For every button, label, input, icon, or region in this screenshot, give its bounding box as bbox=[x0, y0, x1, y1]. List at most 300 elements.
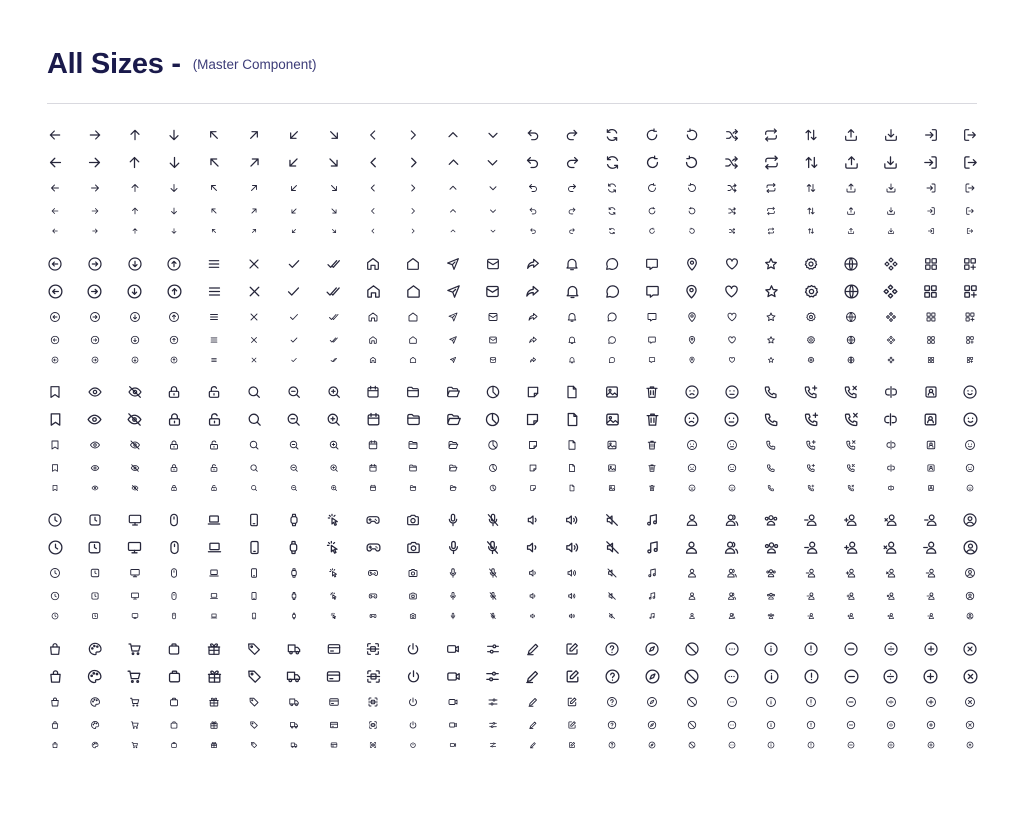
user-plus-icon bbox=[843, 539, 860, 556]
close-icon bbox=[248, 311, 260, 323]
undo-icon bbox=[525, 127, 541, 143]
minus-circle-icon bbox=[846, 720, 856, 730]
video-icon bbox=[448, 720, 458, 730]
upload-icon bbox=[845, 182, 857, 194]
mail-icon bbox=[484, 283, 501, 300]
arrow-up-left-icon bbox=[209, 206, 219, 216]
camera-icon bbox=[405, 539, 422, 556]
grid-four-icon bbox=[925, 311, 937, 323]
grid-add-icon bbox=[966, 356, 974, 364]
truck-icon bbox=[290, 741, 298, 749]
sliders-icon bbox=[489, 741, 497, 749]
more-circle-icon bbox=[727, 720, 737, 730]
arrow-up-circle-icon bbox=[166, 256, 182, 272]
close-icon bbox=[250, 356, 258, 364]
undo-icon bbox=[527, 182, 539, 194]
shuffle-icon bbox=[723, 154, 740, 171]
chevron-up-icon bbox=[445, 154, 462, 171]
clock-icon bbox=[47, 539, 64, 556]
emoji-sad-icon bbox=[684, 384, 700, 400]
scan-icon bbox=[365, 641, 381, 657]
search-icon bbox=[246, 411, 263, 428]
folder-icon bbox=[405, 384, 421, 400]
cursor-click-icon bbox=[328, 567, 340, 579]
music-note-icon bbox=[644, 512, 660, 528]
arrow-down-right-icon bbox=[330, 227, 338, 235]
truck-icon bbox=[285, 668, 302, 685]
arrows-up-down-icon bbox=[807, 227, 815, 235]
bell-icon bbox=[566, 311, 578, 323]
chat-square-icon bbox=[644, 283, 661, 300]
zoom-in-icon bbox=[326, 384, 342, 400]
arrow-right-icon bbox=[89, 182, 101, 194]
watch-icon bbox=[288, 567, 300, 579]
chevron-left-icon bbox=[365, 127, 381, 143]
home-icon bbox=[369, 356, 377, 364]
check-icon bbox=[288, 311, 300, 323]
file-icon bbox=[564, 384, 580, 400]
redo-icon bbox=[567, 206, 577, 216]
chevron-left-icon bbox=[368, 206, 378, 216]
location-pin-icon bbox=[686, 311, 698, 323]
user-minus-icon bbox=[803, 512, 819, 528]
eye-icon bbox=[87, 384, 103, 400]
ban-icon bbox=[687, 720, 697, 730]
move-diamond-icon bbox=[882, 283, 899, 300]
info-circle-icon bbox=[765, 696, 777, 708]
repeat-icon bbox=[766, 206, 776, 216]
redo-icon bbox=[564, 154, 581, 171]
file-icon bbox=[568, 484, 576, 492]
trash-icon bbox=[644, 384, 660, 400]
trash-icon bbox=[647, 463, 657, 473]
upload-icon bbox=[843, 127, 859, 143]
sliders-icon bbox=[488, 720, 498, 730]
emoji-neutral-icon bbox=[723, 411, 740, 428]
ban-icon bbox=[683, 668, 700, 685]
user-plus-icon bbox=[843, 512, 859, 528]
folder-icon bbox=[405, 411, 422, 428]
send-icon bbox=[445, 256, 461, 272]
x-circle-icon bbox=[962, 641, 978, 657]
unlock-icon bbox=[206, 384, 222, 400]
eye-icon bbox=[86, 411, 103, 428]
eye-off-icon bbox=[127, 384, 143, 400]
x-circle-icon bbox=[966, 741, 974, 749]
edit-square-icon bbox=[567, 720, 577, 730]
arrow-left-circle-icon bbox=[47, 283, 64, 300]
smartphone-icon bbox=[246, 512, 262, 528]
heart-icon bbox=[728, 356, 736, 364]
help-circle-icon bbox=[607, 720, 617, 730]
arrow-right-circle-icon bbox=[89, 311, 101, 323]
home-alt-icon bbox=[405, 283, 422, 300]
heart-icon bbox=[724, 256, 740, 272]
microphone-off-icon bbox=[485, 512, 501, 528]
truck-icon bbox=[286, 641, 302, 657]
user-check-icon bbox=[925, 567, 937, 579]
bookmark-icon bbox=[47, 411, 64, 428]
page-title: All Sizes - bbox=[47, 48, 181, 80]
arrow-up-icon bbox=[131, 227, 139, 235]
user-remove-icon bbox=[882, 539, 899, 556]
clock-icon bbox=[49, 567, 61, 579]
divide-circle-icon bbox=[887, 741, 895, 749]
music-note-icon bbox=[644, 539, 661, 556]
gamepad-icon bbox=[368, 591, 378, 601]
more-circle-icon bbox=[726, 696, 738, 708]
rotate-ccw-icon bbox=[687, 206, 697, 216]
check-double-icon bbox=[328, 311, 340, 323]
arrow-left-icon bbox=[49, 182, 61, 194]
emoji-sad-icon bbox=[683, 411, 700, 428]
truck-icon bbox=[289, 720, 299, 730]
cursor-click-icon bbox=[330, 612, 338, 620]
arrow-up-icon bbox=[129, 182, 141, 194]
rotate-ccw-icon bbox=[683, 154, 700, 171]
credit-card-icon bbox=[330, 741, 338, 749]
camera-icon bbox=[409, 612, 417, 620]
users-icon bbox=[727, 591, 737, 601]
pie-chart-icon bbox=[484, 411, 501, 428]
eye-icon bbox=[91, 484, 99, 492]
star-icon bbox=[766, 335, 776, 345]
arrow-up-circle-icon bbox=[168, 311, 180, 323]
help-circle-icon bbox=[604, 641, 620, 657]
shopping-cart-icon bbox=[131, 741, 139, 749]
menu-icon bbox=[208, 311, 220, 323]
user-minus-icon bbox=[805, 567, 817, 579]
calendar-icon bbox=[369, 484, 377, 492]
compass-icon bbox=[648, 741, 656, 749]
unlock-icon bbox=[209, 463, 219, 473]
shopping-cart-icon bbox=[126, 668, 143, 685]
folder-open-icon bbox=[445, 411, 462, 428]
info-circle-icon bbox=[763, 668, 780, 685]
help-circle-icon bbox=[606, 696, 618, 708]
globe-icon bbox=[843, 283, 860, 300]
minus-circle-icon bbox=[843, 668, 860, 685]
plus-circle-icon bbox=[927, 741, 935, 749]
clock-square-icon bbox=[91, 612, 99, 620]
settings-gear-icon bbox=[803, 256, 819, 272]
file-icon bbox=[566, 439, 578, 451]
bookmark-icon bbox=[47, 384, 63, 400]
calendar-icon bbox=[368, 463, 378, 473]
laptop-icon bbox=[208, 567, 220, 579]
clock-square-icon bbox=[90, 591, 100, 601]
trash-icon bbox=[644, 411, 661, 428]
arrow-up-left-icon bbox=[208, 182, 220, 194]
menu-icon bbox=[210, 356, 218, 364]
arrow-up-icon bbox=[126, 154, 143, 171]
grid-four-icon bbox=[927, 356, 935, 364]
emoji-neutral-icon bbox=[727, 463, 737, 473]
folder-open-icon bbox=[447, 439, 459, 451]
location-pin-icon bbox=[688, 356, 696, 364]
lock-icon bbox=[170, 484, 178, 492]
user-circle-icon bbox=[966, 612, 974, 620]
arrow-up-icon bbox=[127, 127, 143, 143]
arrow-right-circle-icon bbox=[87, 256, 103, 272]
user-square-icon bbox=[926, 463, 936, 473]
palette-icon bbox=[89, 696, 101, 708]
download-icon bbox=[887, 227, 895, 235]
divide-circle-icon bbox=[883, 641, 899, 657]
phone-icon bbox=[763, 411, 780, 428]
gift-icon bbox=[206, 668, 223, 685]
arrow-down-icon bbox=[166, 127, 182, 143]
power-icon bbox=[409, 741, 417, 749]
user-icon bbox=[688, 612, 696, 620]
emoji-sad-icon bbox=[687, 463, 697, 473]
shopping-bag-icon bbox=[49, 696, 61, 708]
arrow-down-left-icon bbox=[290, 227, 298, 235]
monitor-icon bbox=[127, 512, 143, 528]
mail-icon bbox=[489, 356, 497, 364]
x-circle-icon bbox=[964, 696, 976, 708]
bookmark-icon bbox=[50, 463, 60, 473]
more-circle-icon bbox=[728, 741, 736, 749]
credit-card-icon bbox=[326, 641, 342, 657]
power-icon bbox=[407, 696, 419, 708]
eye-off-icon bbox=[129, 439, 141, 451]
scan-icon bbox=[367, 696, 379, 708]
arrow-down-right-icon bbox=[328, 182, 340, 194]
volume-high-icon bbox=[564, 512, 580, 528]
user-icon bbox=[683, 539, 700, 556]
folder-open-icon bbox=[445, 384, 461, 400]
arrow-down-icon bbox=[169, 206, 179, 216]
eye-icon bbox=[90, 463, 100, 473]
user-minus-icon bbox=[807, 612, 815, 620]
download-icon bbox=[882, 154, 899, 171]
help-circle-icon bbox=[608, 741, 616, 749]
credit-card-icon bbox=[328, 696, 340, 708]
emoji-neutral-icon bbox=[726, 439, 738, 451]
chevron-left-icon bbox=[369, 227, 377, 235]
chevron-down-icon bbox=[484, 154, 501, 171]
user-plus-icon bbox=[845, 567, 857, 579]
user-circle-icon bbox=[962, 512, 978, 528]
arrows-up-down-icon bbox=[803, 154, 820, 171]
image-icon bbox=[604, 411, 621, 428]
shopping-bag-icon bbox=[47, 641, 63, 657]
repeat-icon bbox=[763, 154, 780, 171]
laptop-icon bbox=[209, 591, 219, 601]
help-circle-icon bbox=[604, 668, 621, 685]
mouse-icon bbox=[166, 539, 183, 556]
palette-icon bbox=[90, 720, 100, 730]
volume-off-icon bbox=[606, 567, 618, 579]
text-cursor-icon bbox=[883, 384, 899, 400]
send-icon bbox=[447, 311, 459, 323]
video-icon bbox=[447, 696, 459, 708]
briefcase-icon bbox=[170, 741, 178, 749]
chat-square-icon bbox=[648, 356, 656, 364]
globe-icon bbox=[845, 311, 857, 323]
plus-circle-icon bbox=[922, 668, 939, 685]
more-circle-icon bbox=[723, 668, 740, 685]
watch-icon bbox=[285, 539, 302, 556]
emoji-smile-icon bbox=[962, 411, 979, 428]
eye-off-icon bbox=[130, 463, 140, 473]
gamepad-icon bbox=[367, 567, 379, 579]
microphone-icon bbox=[447, 567, 459, 579]
divide-circle-icon bbox=[882, 668, 899, 685]
arrow-down-left-icon bbox=[285, 154, 302, 171]
sticky-note-icon bbox=[525, 384, 541, 400]
edit-square-icon bbox=[564, 668, 581, 685]
user-icon bbox=[687, 591, 697, 601]
chevron-up-icon bbox=[449, 227, 457, 235]
emoji-neutral-icon bbox=[728, 484, 736, 492]
info-circle-icon bbox=[767, 741, 775, 749]
video-icon bbox=[445, 668, 462, 685]
download-icon bbox=[886, 206, 896, 216]
volume-off-icon bbox=[608, 612, 616, 620]
calendar-icon bbox=[365, 384, 381, 400]
upload-icon bbox=[846, 206, 856, 216]
chevron-right-icon bbox=[408, 206, 418, 216]
undo-icon bbox=[528, 206, 538, 216]
user-square-icon bbox=[925, 439, 937, 451]
text-cursor-icon bbox=[885, 439, 897, 451]
check-double-icon bbox=[329, 335, 339, 345]
volume-high-icon bbox=[567, 591, 577, 601]
arrow-up-right-icon bbox=[249, 206, 259, 216]
watch-icon bbox=[289, 591, 299, 601]
video-icon bbox=[445, 641, 461, 657]
move-diamond-icon bbox=[887, 356, 895, 364]
smartphone-icon bbox=[248, 567, 260, 579]
more-circle-icon bbox=[724, 641, 740, 657]
logout-icon bbox=[964, 182, 976, 194]
user-plus-icon bbox=[846, 591, 856, 601]
lock-icon bbox=[166, 411, 183, 428]
bell-icon bbox=[567, 335, 577, 345]
user-group-icon bbox=[767, 612, 775, 620]
arrow-down-circle-icon bbox=[126, 283, 143, 300]
refresh-icon bbox=[604, 127, 620, 143]
microphone-icon bbox=[445, 539, 462, 556]
smartphone-icon bbox=[250, 612, 258, 620]
edit-square-icon bbox=[564, 641, 580, 657]
page-subtitle: (Master Component) bbox=[192, 57, 317, 72]
gift-icon bbox=[210, 741, 218, 749]
file-icon bbox=[564, 411, 581, 428]
check-double-icon bbox=[325, 283, 342, 300]
phone-missed-icon bbox=[845, 439, 857, 451]
grid-add-icon bbox=[965, 335, 975, 345]
repeat-icon bbox=[765, 182, 777, 194]
shopping-cart-icon bbox=[130, 720, 140, 730]
tag-icon bbox=[249, 720, 259, 730]
volume-high-icon bbox=[568, 612, 576, 620]
ban-icon bbox=[684, 641, 700, 657]
user-remove-icon bbox=[883, 512, 899, 528]
emoji-smile-icon bbox=[964, 439, 976, 451]
briefcase-icon bbox=[166, 668, 183, 685]
home-alt-icon bbox=[408, 335, 418, 345]
divide-circle-icon bbox=[885, 696, 897, 708]
arrow-left-circle-icon bbox=[47, 256, 63, 272]
star-icon bbox=[767, 356, 775, 364]
upload-icon bbox=[843, 154, 860, 171]
edit-square-icon bbox=[568, 741, 576, 749]
phone-icon bbox=[765, 439, 777, 451]
login-icon bbox=[925, 182, 937, 194]
chat-square-icon bbox=[644, 256, 660, 272]
arrow-down-circle-icon bbox=[129, 311, 141, 323]
refresh-icon bbox=[604, 154, 621, 171]
star-icon bbox=[765, 311, 777, 323]
arrow-right-icon bbox=[87, 127, 103, 143]
zoom-out-icon bbox=[285, 411, 302, 428]
trash-icon bbox=[646, 439, 658, 451]
arrow-up-circle-icon bbox=[166, 283, 183, 300]
shuffle-icon bbox=[724, 127, 740, 143]
move-diamond-icon bbox=[885, 311, 897, 323]
rotate-cw-icon bbox=[644, 127, 660, 143]
user-check-icon bbox=[923, 512, 939, 528]
cursor-click-icon bbox=[326, 512, 342, 528]
arrow-left-circle-icon bbox=[49, 311, 61, 323]
arrow-right-circle-icon bbox=[90, 335, 100, 345]
microphone-off-icon bbox=[484, 539, 501, 556]
upload-icon bbox=[847, 227, 855, 235]
rotate-ccw-icon bbox=[684, 127, 700, 143]
shuffle-icon bbox=[726, 182, 738, 194]
arrow-down-right-icon bbox=[326, 127, 342, 143]
compass-icon bbox=[644, 668, 661, 685]
redo-icon bbox=[564, 127, 580, 143]
mail-icon bbox=[485, 256, 501, 272]
gift-icon bbox=[209, 720, 219, 730]
cursor-click-icon bbox=[329, 591, 339, 601]
plus-circle-icon bbox=[923, 641, 939, 657]
eye-icon bbox=[89, 439, 101, 451]
unlock-icon bbox=[208, 439, 220, 451]
phone-add-icon bbox=[803, 384, 819, 400]
bookmark-icon bbox=[49, 439, 61, 451]
chevron-right-icon bbox=[409, 227, 417, 235]
lock-icon bbox=[168, 439, 180, 451]
camera-icon bbox=[407, 567, 419, 579]
grid-four-icon bbox=[922, 283, 939, 300]
arrow-right-circle-icon bbox=[86, 283, 103, 300]
gamepad-icon bbox=[365, 539, 382, 556]
volume-off-icon bbox=[607, 591, 617, 601]
arrow-up-circle-icon bbox=[170, 356, 178, 364]
star-icon bbox=[763, 256, 779, 272]
check-icon bbox=[289, 335, 299, 345]
check-icon bbox=[285, 283, 302, 300]
zoom-in-icon bbox=[329, 463, 339, 473]
grid-add-icon bbox=[962, 256, 978, 272]
laptop-icon bbox=[206, 539, 223, 556]
user-check-icon bbox=[922, 539, 939, 556]
arrow-up-right-icon bbox=[246, 154, 263, 171]
text-cursor-icon bbox=[882, 411, 899, 428]
music-note-icon bbox=[647, 591, 657, 601]
microphone-icon bbox=[445, 512, 461, 528]
calendar-icon bbox=[365, 411, 382, 428]
alert-circle-icon bbox=[803, 641, 819, 657]
send-icon bbox=[445, 283, 462, 300]
briefcase-icon bbox=[168, 696, 180, 708]
chevron-up-icon bbox=[445, 127, 461, 143]
